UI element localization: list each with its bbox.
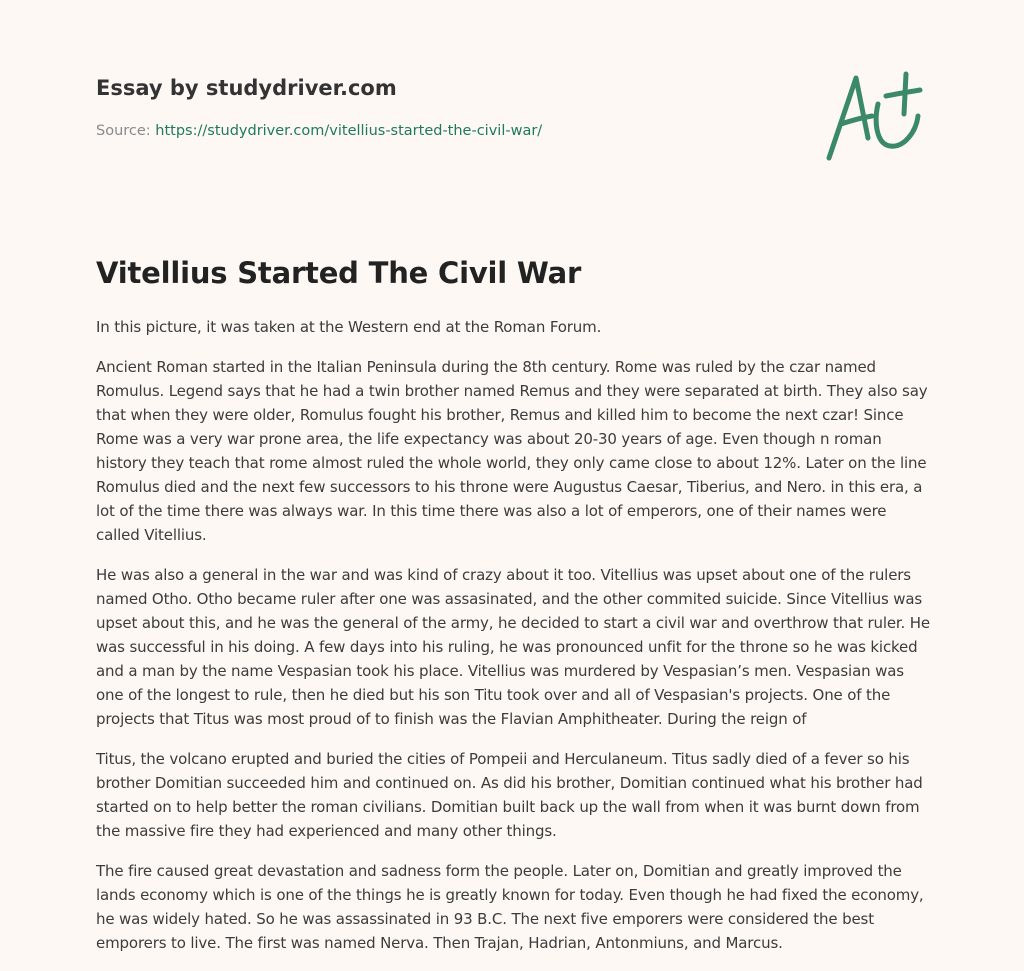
essay-paragraph: Titus, the volcano erupted and buried the cities of Pompeii and Herculaneum. Titus sadly died of a fever so his brother Domitian succeeded him and continued on. As did his brother, Domitian continued what his brother had started on to help better the roman civilians. Domitian built back up the wall from when it was burnt down from the massive fire they had experienced and many other things. [96,750,923,840]
essay-paragraph: In this picture, it was taken at the Western end at the Roman Forum. [96,318,602,336]
essay-paragraph: He was also a general in the war and was kind of crazy about it too. Vitellius was upset about one of the rulers named Otho. Otho became ruler after one was assasinated, and the other commited suicide. Since Vitellius was upset about this, and he was the general of the army, he decided to start a civil war and overthrow that ruler. He was successful in his doing. A few days into his ruling, he was pronounced unfit for the throne so he was kicked and a man by the name Vespasian took his place. Vitellius was murdered by Vespasian’s men. Vespasian was one of the longest to rule, then he died but his son Titu took over and all of Vespasian's projects. One of the projects that Titus was most proud of to finish was the Flavian Amphitheater. During the reign of [96,566,931,728]
essay-paragraph: The fire caused great devastation and sadness form the people. Later on, Domitian and greatly improved the lands economy which is one of the things he is greatly known for today. Even though he had fixed the economy, he was widely hated. So he was assassinated in 93 B.C. The next five emporers were considered the best emporers to live. The first was named Nerva. Then Trajan, Hadrian, Antonmiuns, and Marcus. [96,862,924,952]
a-plus-logo-icon [820,66,930,166]
a-plus-logo [820,66,930,166]
essay-body [96,315,932,971]
essay-paragraph: Ancient Roman started in the Italian Peninsula during the 8th century. Rome was ruled by the czar named Romulus. Legend says that he had a twin brother named Remus and they were separated at birth. They also say that when they were older, Romulus fought his brother, Remus and killed him to become the next czar! Since Rome was a very war prone area, the life expectancy was about 20-30 years of age. Even though n roman history they teach that rome almost ruled the whole world, they only came close to about 12%. Later on the line Romulus died and the next few successors to his throne were Augustus Caesar, Tiberius, and Nero. in this era, a lot of the time there was always war. In this time there was also a lot of emperors, one of their names were called Vitellius. [96,358,928,544]
source-link[interactable]: https://studydriver.com/vitellius-started-the-civil-war/ [155,123,543,139]
site-title: Essay by studydriver.com [96,76,397,100]
essay-title: Vitellius Started The Civil War [96,256,582,290]
source-label: Source: [96,123,156,139]
source-line [96,123,542,139]
